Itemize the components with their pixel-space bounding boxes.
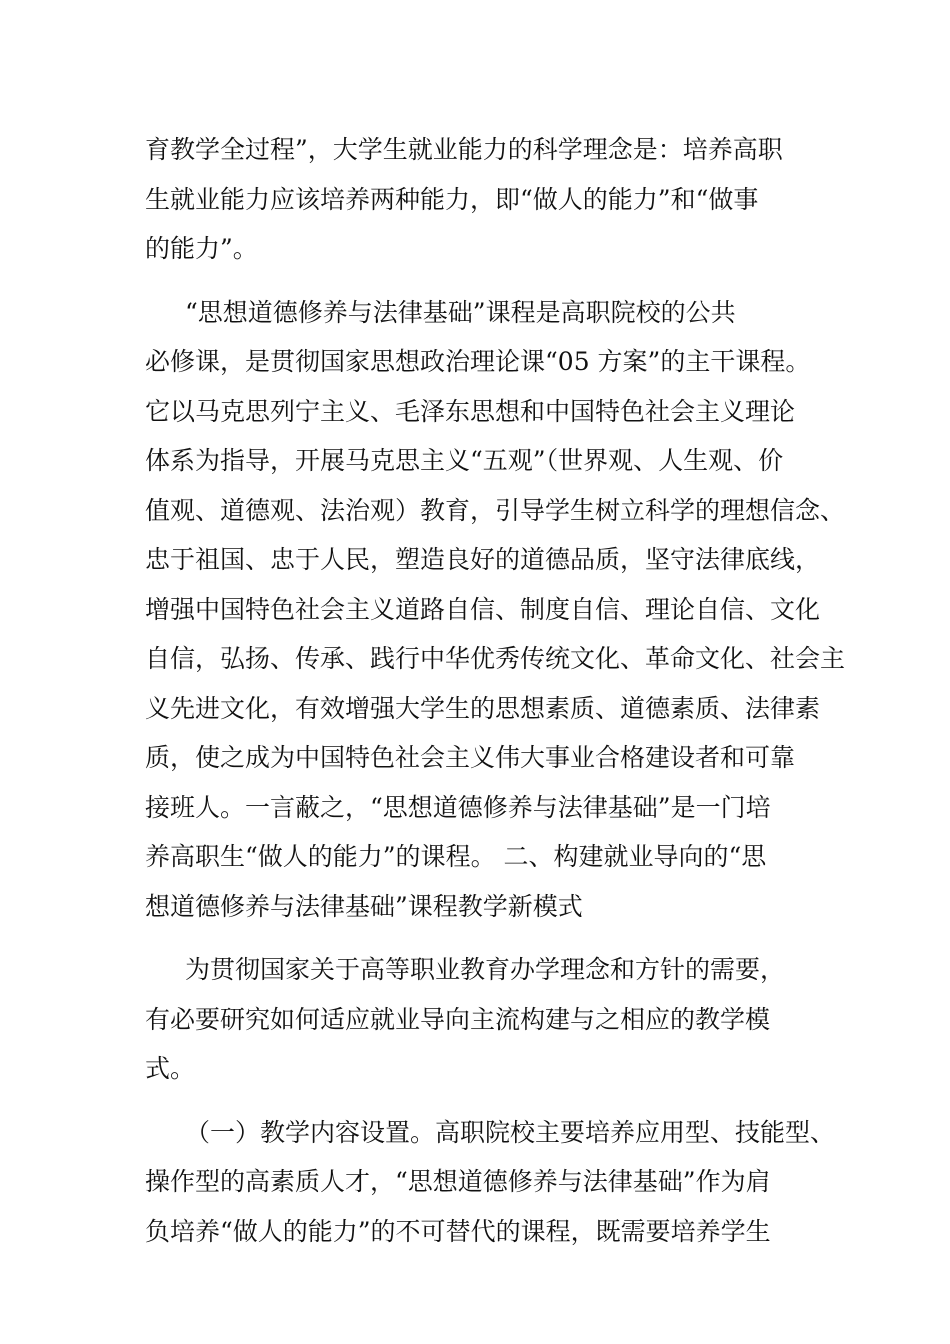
text-line: 忠于祖国、忠于人民，塑造良好的道德品质，坚守法律底线， bbox=[145, 545, 821, 574]
text-line: 负培养“做人的能力”的不可替代的课程，既需要培养学生 bbox=[145, 1216, 771, 1246]
text-line: 体系为指导，开展马克思主义“五观”（世界观、人生观、价 bbox=[145, 446, 784, 475]
text-line: 育教学全过程”，大学生就业能力的科学理念是：培养高职 bbox=[145, 135, 783, 164]
paragraph bbox=[145, 945, 815, 1094]
text-line: 为贯彻国家关于高等职业教育办学理念和方针的需要， bbox=[185, 955, 786, 984]
text-line: 必修课，是贯彻国家思想政治理论课“05 方案”的主干课程。 bbox=[145, 347, 811, 376]
text-line: 有必要研究如何适应就业导向主流构建与之相应的教学模 bbox=[145, 1004, 771, 1034]
paragraph-gap bbox=[145, 1094, 815, 1108]
paragraph bbox=[145, 125, 815, 274]
text-line: 想道德修养与法律基础”课程教学新模式 bbox=[145, 891, 583, 921]
text-line: 接班人。一言蔽之，“思想道德修养与法律基础”是一门培 bbox=[145, 792, 771, 822]
paragraph bbox=[145, 1108, 836, 1257]
text-line: 生就业能力应该培养两种能力，即“做人的能力”和“做事 bbox=[145, 184, 759, 214]
text-line: 操作型的高素质人才，“思想道德修养与法律基础”作为肩 bbox=[145, 1167, 771, 1196]
text-line: 式。 bbox=[145, 1054, 196, 1083]
text-line: 值观、道德观、法治观）教育，引导学生树立科学的理想信念、 bbox=[145, 495, 846, 525]
text-line: 义先进文化，有效增强大学生的思想素质、道德素质、法律素 bbox=[145, 693, 821, 723]
body-text bbox=[145, 125, 846, 1256]
text-line: 养高职生“做人的能力”的课程。 二、构建就业导向的“思 bbox=[145, 842, 767, 871]
paragraph bbox=[145, 288, 846, 932]
text-line: （一）教学内容设置。高职院校主要培养应用型、技能型、 bbox=[185, 1117, 836, 1147]
paragraph-gap bbox=[145, 931, 815, 945]
paragraph-gap bbox=[145, 274, 815, 288]
text-line: 质，使之成为中国特色社会主义伟大事业合格建设者和可靠 bbox=[145, 743, 796, 772]
text-line: 的能力”。 bbox=[145, 234, 258, 263]
text-line: 它以马克思列宁主义、毛泽东思想和中国特色社会主义理论 bbox=[145, 396, 796, 426]
text-line: “思想道德修养与法律基础”课程是高职院校的公共 bbox=[185, 297, 736, 327]
text-line: 自信，弘扬、传承、践行中华优秀传统文化、革命文化、社会主 bbox=[145, 644, 846, 673]
text-line: 增强中国特色社会主义道路自信、制度自信、理论自信、文化 bbox=[145, 594, 821, 624]
